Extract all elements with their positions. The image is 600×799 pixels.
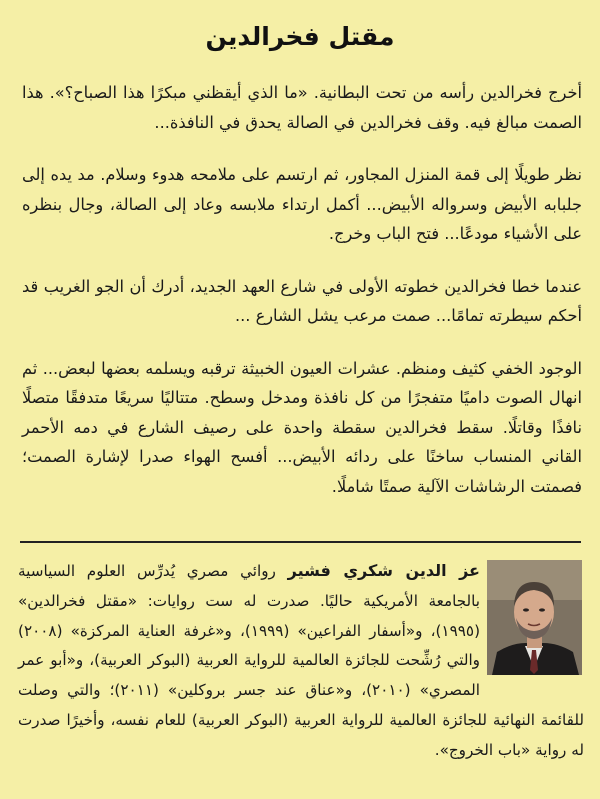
story-body xyxy=(22,78,582,524)
author-name: عز الدين شكري فشير xyxy=(287,561,480,580)
story-paragraph-3: عندما خطا فخرالدين خطوته الأولى في شارع العهد الجديد، أدرك أن الجو الغريب قد أحكم سيطرته تمامًا... صمت مرعب يشل الشارع ... xyxy=(22,276,582,325)
section-divider xyxy=(20,541,581,543)
author-bio-text: روائي مصري يُدرِّس العلوم السياسية بالجامعة الأمريكية حاليًا. صدرت له ست روايات: «مقتل فخرالدين» (١٩٩٥)، و«أسفار الفراعين» (١٩٩٩)، و«غرفة العناية المركزة» (٢٠٠٨) والتي رُشِّحت للجائزة العالمية للرواية العربية (البوكر العربية)، و«أبو عمر المصري» (٢٠١٠)، و«عناق عند جسر بروكلين» (٢٠١١)؛ والتي وصلت للقائمة النهائية للجائزة العالمية للرواية العربية (البوكر العربية) للعام نفسه، وأخيرًا صدرت له رواية «باب الخروج». xyxy=(18,562,584,759)
story-paragraph-4: الوجود الخفي كثيف ومنظم. عشرات العيون الخبيثة ترقبه ويسلمه بعضها لبعض... ثم انهال الصوت داميًا متفجرًا من كل نافذة ومدخل وسطح. متتاليًا سريعًا متدفقًا متصلًا نافذًا وقاتلًا. سقط فخرالدين سقطة واحدة على رصيف الشارع في دمه الأحمر القاني المنساب ساخنًا على ردائه الأبيض... أفسح الهواء صدرا لإشارة الصمت؛ فصمتت الرشاشات الآلية صمتًا شاملًا. xyxy=(22,358,582,496)
author-bio xyxy=(18,556,584,786)
story-paragraph-2: نظر طويلًا إلى قمة المنزل المجاور، ثم ارتسم على ملامحه هدوء وسلام. مد يده إلى جلبابه الأبيض وسرواله الأبيض... أكمل ارتداء ملابسه وعاد إلى الصالة، وجال بنظره على الأشياء مودعًا... فتح الباب وخرج. xyxy=(22,165,582,243)
portrait-spacer xyxy=(480,556,584,680)
story-title: مقتل فخرالدين xyxy=(205,22,395,51)
story-paragraph-1: أخرج فخرالدين رأسه من تحت البطانية. «ما الذي أيقظني مبكرًا هذا الصباح؟». هذا الصمت مبالغ فيه. وقف فخرالدين في الصالة يحدق في النافذة... xyxy=(22,83,582,132)
